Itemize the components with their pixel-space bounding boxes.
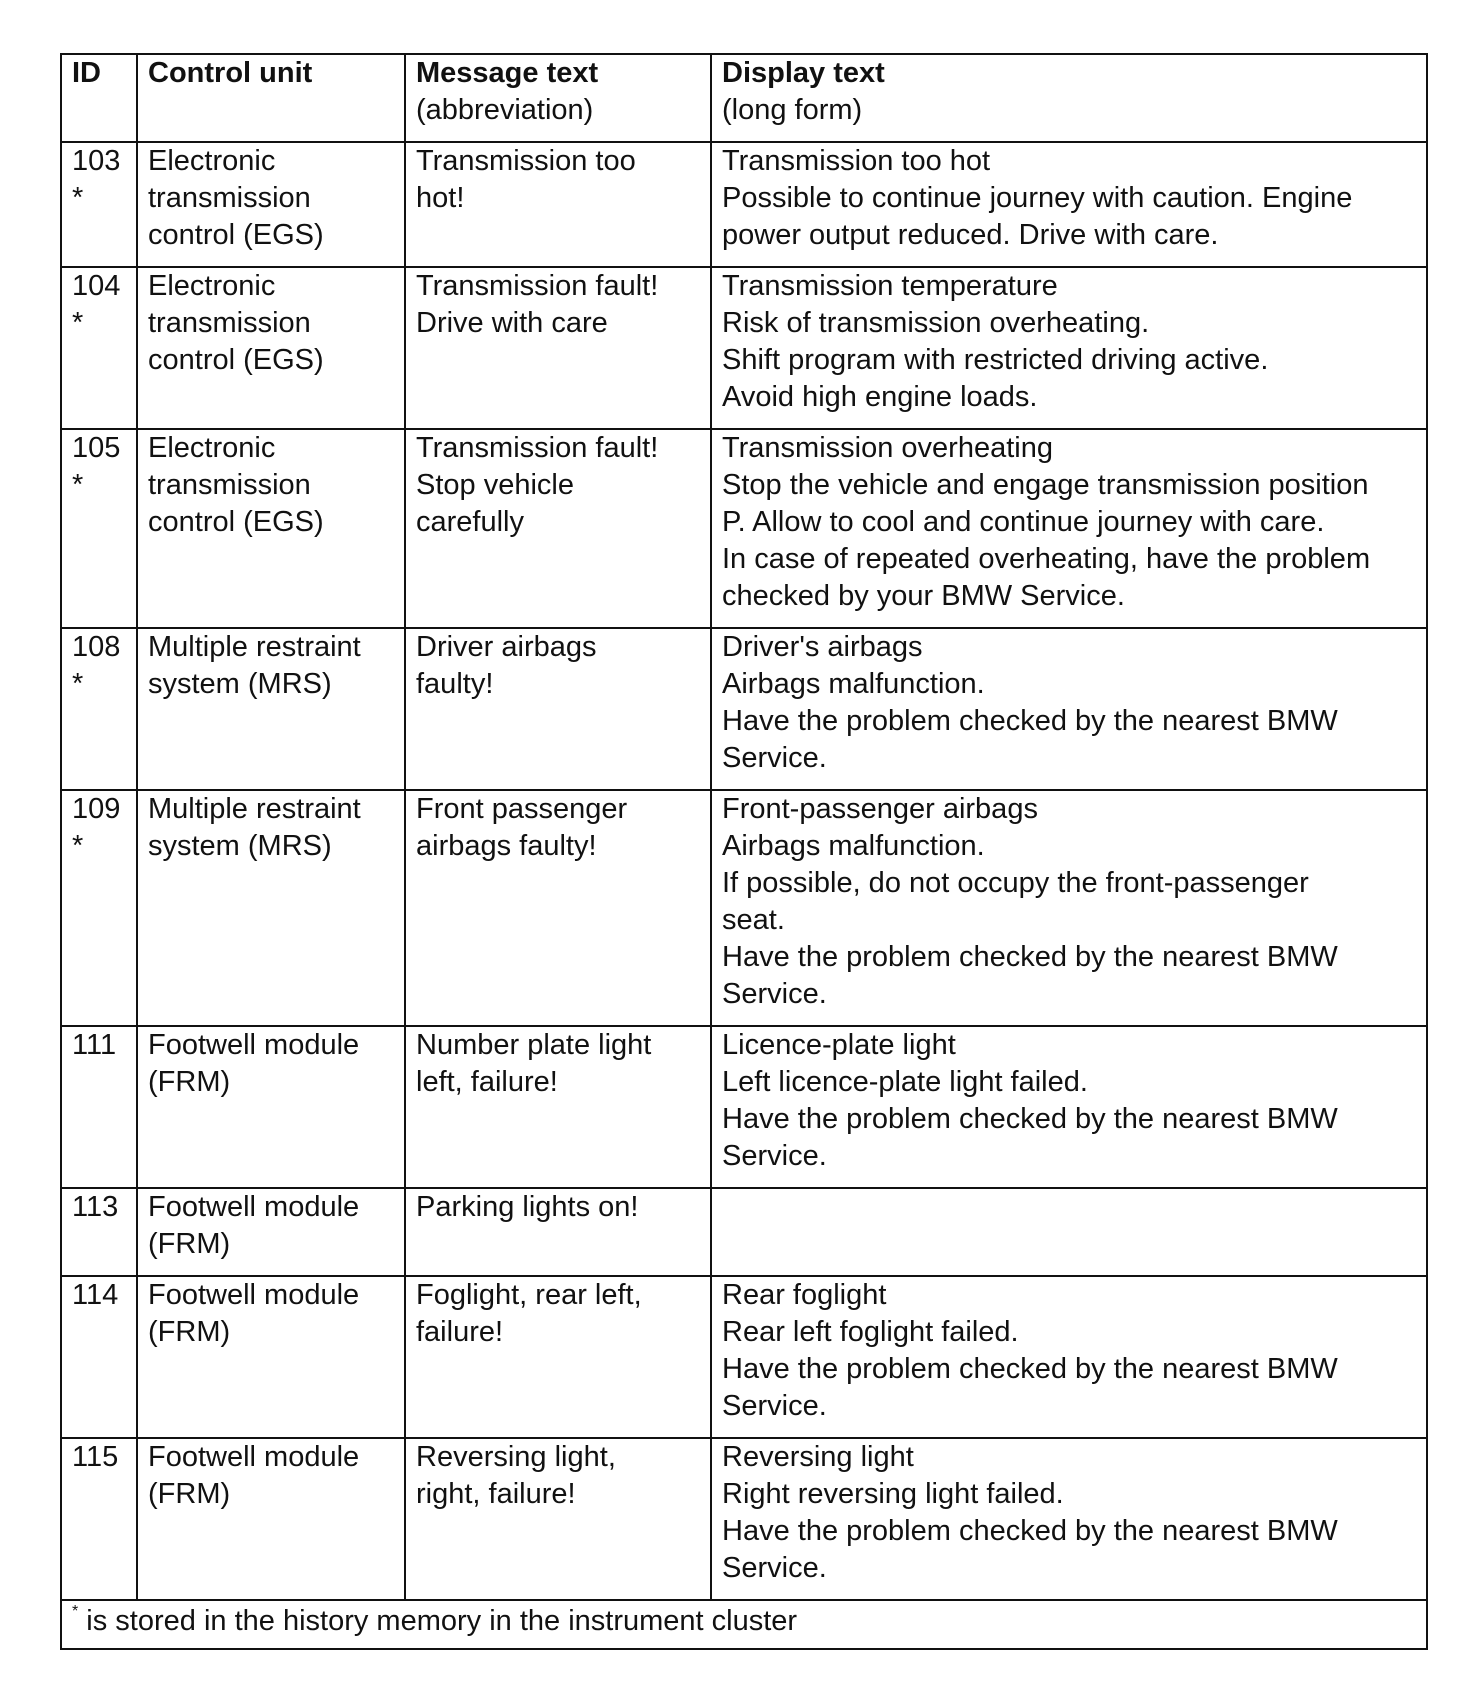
cell-control-unit (137, 267, 405, 429)
cell-message-text (405, 1276, 711, 1438)
cell-control-unit (137, 429, 405, 628)
control-unit-line: Multiple restraint (148, 793, 361, 825)
message-id: 114 (72, 1279, 119, 1311)
message-id: 108 (72, 631, 121, 663)
cell-display-text (711, 1438, 1427, 1600)
cell-message-text (405, 790, 711, 1026)
control-unit-line: Footwell module (148, 1279, 360, 1311)
display-text-line: Rear foglight (722, 1279, 887, 1311)
message-text-line: right, failure! (416, 1478, 576, 1510)
display-text-line: Possible to continue journey with caution. Engine (722, 182, 1353, 214)
display-text-line: Service. (722, 742, 827, 774)
cell-control-unit (137, 1438, 405, 1600)
display-text-line: Transmission overheating (722, 432, 1053, 464)
header-display-text (711, 54, 1427, 142)
header-message-text-sub: (abbreviation) (416, 94, 594, 126)
control-unit-line: transmission (148, 469, 311, 501)
header-message-text (405, 54, 711, 142)
control-unit-line: system (MRS) (148, 668, 332, 700)
control-unit-line: control (EGS) (148, 344, 324, 376)
display-text-line: Risk of transmission overheating. (722, 307, 1150, 339)
control-unit-line: system (MRS) (148, 830, 332, 862)
message-text-line: Stop vehicle (416, 469, 574, 501)
history-memory-marker: * (72, 307, 84, 339)
table-row (61, 142, 1427, 267)
display-text-line: In case of repeated overheating, have the problem (722, 543, 1371, 575)
footnote (61, 1600, 1427, 1649)
table-footer-row (61, 1600, 1427, 1649)
table-row (61, 628, 1427, 790)
table-row (61, 1276, 1427, 1438)
display-text-line: Stop the vehicle and engage transmission position (722, 469, 1369, 501)
display-text-line: Front-passenger airbags (722, 793, 1038, 825)
check-control-message-table (60, 53, 1428, 1650)
message-text-line: Number plate light (416, 1029, 652, 1061)
control-unit-line: (FRM) (148, 1228, 231, 1260)
display-text-line: Have the problem checked by the nearest BMW (722, 1515, 1338, 1547)
table-row (61, 1188, 1427, 1276)
cell-id (61, 790, 137, 1026)
control-unit-line: Electronic (148, 270, 276, 302)
display-text-line: If possible, do not occupy the front-passenger (722, 867, 1309, 899)
display-text-line: Reversing light (722, 1441, 914, 1473)
display-text-line: Have the problem checked by the nearest BMW (722, 1103, 1338, 1135)
cell-id (61, 142, 137, 267)
cell-display-text (711, 429, 1427, 628)
message-id: 103 (72, 145, 121, 177)
control-unit-line: transmission (148, 307, 311, 339)
control-unit-line: (FRM) (148, 1066, 231, 1098)
display-text-line: P. Allow to cool and continue journey with care. (722, 506, 1325, 538)
message-text-line: Transmission fault! (416, 270, 659, 302)
message-text-line: left, failure! (416, 1066, 558, 1098)
table-row (61, 790, 1427, 1026)
footnote-marker: * (72, 1603, 79, 1620)
display-text-line: Avoid high engine loads. (722, 381, 1038, 413)
message-text-line: Front passenger (416, 793, 628, 825)
display-text-line: Driver's airbags (722, 631, 923, 663)
cell-id (61, 1438, 137, 1600)
control-unit-line: (FRM) (148, 1478, 231, 1510)
message-text-line: Driver airbags (416, 631, 597, 663)
message-id: 105 (72, 432, 121, 464)
cell-control-unit (137, 1026, 405, 1188)
display-text-line: Left licence-plate light failed. (722, 1066, 1088, 1098)
message-id: 111 (72, 1029, 117, 1061)
cell-id (61, 1188, 137, 1276)
cell-control-unit (137, 1276, 405, 1438)
display-text-line: Service. (722, 1140, 827, 1172)
message-id: 115 (72, 1441, 119, 1473)
cell-id (61, 1026, 137, 1188)
display-text-line: Rear left foglight failed. (722, 1316, 1019, 1348)
cell-control-unit (137, 790, 405, 1026)
table-row (61, 1438, 1427, 1600)
cell-display-text (711, 1276, 1427, 1438)
cell-message-text (405, 429, 711, 628)
header-display-text-sub: (long form) (722, 94, 863, 126)
control-unit-line: (FRM) (148, 1316, 231, 1348)
cell-id (61, 429, 137, 628)
message-text-line: failure! (416, 1316, 504, 1348)
header-display-text-title: Display text (722, 57, 885, 89)
display-text-line: Licence-plate light (722, 1029, 956, 1061)
message-text-line: Reversing light, (416, 1441, 616, 1473)
cell-message-text (405, 628, 711, 790)
cell-message-text (405, 1188, 711, 1276)
control-unit-line: control (EGS) (148, 506, 324, 538)
cell-id (61, 1276, 137, 1438)
message-id: 113 (72, 1191, 119, 1223)
control-unit-line: control (EGS) (148, 219, 324, 251)
display-text-line: Airbags malfunction. (722, 830, 985, 862)
header-message-text-title: Message text (416, 57, 599, 89)
display-text-line: Service. (722, 978, 827, 1010)
display-text-line: Service. (722, 1552, 827, 1584)
control-unit-line: Footwell module (148, 1441, 360, 1473)
control-unit-line: Footwell module (148, 1191, 360, 1223)
display-text-line: checked by your BMW Service. (722, 580, 1125, 612)
display-text-line: seat. (722, 904, 785, 936)
display-text-line: Shift program with restricted driving active. (722, 344, 1269, 376)
cell-id (61, 267, 137, 429)
display-text-line: Have the problem checked by the nearest BMW (722, 1353, 1338, 1385)
header-control-unit: Control unit (137, 54, 405, 142)
cell-display-text (711, 790, 1427, 1026)
control-unit-line: transmission (148, 182, 311, 214)
cell-display-text (711, 628, 1427, 790)
table-row (61, 267, 1427, 429)
display-text-line: Right reversing light failed. (722, 1478, 1064, 1510)
message-text-line: carefully (416, 506, 524, 538)
message-text-line: Transmission too (416, 145, 636, 177)
history-memory-marker: * (72, 668, 84, 700)
cell-message-text (405, 1438, 711, 1600)
control-unit-line: Electronic (148, 432, 276, 464)
cell-display-text (711, 142, 1427, 267)
cell-control-unit (137, 628, 405, 790)
cell-message-text (405, 267, 711, 429)
cell-message-text (405, 142, 711, 267)
message-text-line: faulty! (416, 668, 494, 700)
cell-control-unit (137, 1188, 405, 1276)
display-text-line: Transmission too hot (722, 145, 991, 177)
message-text-line: Transmission fault! (416, 432, 659, 464)
message-text-line: hot! (416, 182, 465, 214)
history-memory-marker: * (72, 182, 84, 214)
display-text-line: Have the problem checked by the nearest BMW (722, 705, 1338, 737)
footnote-text: is stored in the history memory in the instrument cluster (78, 1605, 798, 1637)
message-text-line: airbags faulty! (416, 830, 597, 862)
message-text-line: Parking lights on! (416, 1191, 639, 1223)
display-text-line: Transmission temperature (722, 270, 1058, 302)
message-text-line: Drive with care (416, 307, 608, 339)
cell-message-text (405, 1026, 711, 1188)
cell-display-text (711, 1026, 1427, 1188)
control-unit-line: Footwell module (148, 1029, 360, 1061)
display-text-line: Have the problem checked by the nearest BMW (722, 941, 1338, 973)
header-id: ID (61, 54, 137, 142)
message-id: 109 (72, 793, 121, 825)
cell-display-text (711, 267, 1427, 429)
cell-display-text (711, 1188, 1427, 1276)
cell-id (61, 628, 137, 790)
control-unit-line: Electronic (148, 145, 276, 177)
message-text-line: Foglight, rear left, (416, 1279, 642, 1311)
history-memory-marker: * (72, 469, 84, 501)
history-memory-marker: * (72, 830, 84, 862)
display-text-line: power output reduced. Drive with care. (722, 219, 1219, 251)
table-row (61, 1026, 1427, 1188)
display-text-line: Service. (722, 1390, 827, 1422)
cell-control-unit (137, 142, 405, 267)
control-unit-line: Multiple restraint (148, 631, 361, 663)
table-header-row (61, 54, 1427, 142)
table-row (61, 429, 1427, 628)
display-text-line: Airbags malfunction. (722, 668, 985, 700)
message-id: 104 (72, 270, 121, 302)
